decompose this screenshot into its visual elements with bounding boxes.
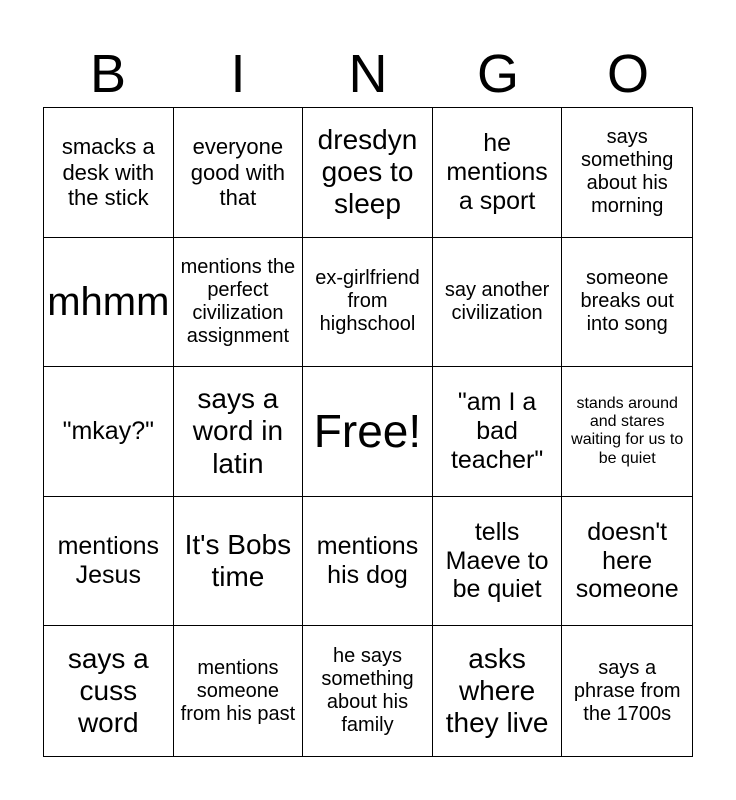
bingo-cell-r2c4[interactable]: say another civilization — [433, 238, 563, 368]
bingo-cell-free[interactable]: Free! — [303, 367, 433, 497]
bingo-cell-r3c2[interactable]: says a word in latin — [174, 367, 304, 497]
bingo-cell-r5c2[interactable]: mentions someone from his past — [174, 626, 304, 756]
bingo-cell-r2c1[interactable]: mhmm — [44, 238, 174, 368]
header-letter-n: N — [348, 44, 388, 104]
bingo-cell-r2c2[interactable]: mentions the perfect civilization assignment — [174, 238, 304, 368]
bingo-cell-r4c5[interactable]: doesn't here someone — [562, 497, 692, 627]
header-letter-g: G — [476, 44, 519, 104]
bingo-cell-r1c1[interactable]: smacks a desk with the stick — [44, 108, 174, 238]
bingo-cell-r2c5[interactable]: someone breaks out into song — [562, 238, 692, 368]
bingo-cell-r5c4[interactable]: asks where they live — [433, 626, 563, 756]
bingo-cell-r4c1[interactable]: mentions Jesus — [44, 497, 174, 627]
bingo-cell-r5c3[interactable]: he says something about his family — [303, 626, 433, 756]
bingo-cell-r5c1[interactable]: says a cuss word — [44, 626, 174, 756]
bingo-cell-r1c3[interactable]: dresdyn goes to sleep — [303, 108, 433, 238]
bingo-cell-r4c4[interactable]: tells Maeve to be quiet — [433, 497, 563, 627]
bingo-cell-r1c4[interactable]: he mentions a sport — [433, 108, 563, 238]
header-letter-i: I — [230, 44, 246, 104]
bingo-cell-r4c3[interactable]: mentions his dog — [303, 497, 433, 627]
bingo-grid — [43, 107, 693, 757]
bingo-header — [43, 40, 693, 108]
bingo-cell-r3c5[interactable]: stands around and stares waiting for us to be quiet — [562, 367, 692, 497]
bingo-cell-r5c5[interactable]: says a phrase from the 1700s — [573, 656, 681, 725]
header-letter-b: B — [89, 44, 127, 104]
bingo-cell-r2c3[interactable]: ex-girlfriend from highschool — [303, 238, 433, 368]
bingo-cell-r1c5[interactable]: says something about his morning — [562, 108, 692, 238]
bingo-cell-r3c4[interactable]: "am I a bad teacher" — [433, 367, 563, 497]
bingo-cell-r4c2[interactable]: It's Bobs time — [174, 497, 304, 627]
bingo-cell-r3c1[interactable]: "mkay?" — [44, 367, 174, 497]
bingo-cell-r1c2[interactable]: everyone good with that — [174, 108, 304, 238]
header-letter-o: O — [606, 44, 649, 104]
